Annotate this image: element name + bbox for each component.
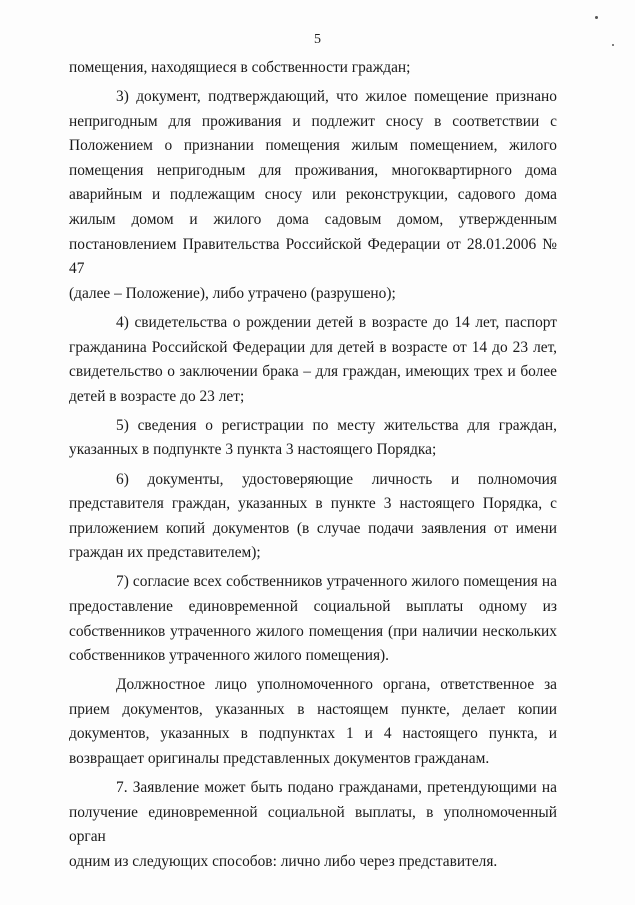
text-line: получение единовременной социальной выплаты, в уполномоченный орган bbox=[69, 803, 557, 846]
text-line: возвращает оригиналы представленных документов гражданам. bbox=[69, 750, 490, 768]
text-line: 4) свидетельства о рождении детей в возрасте до 14 лет, паспорт bbox=[116, 313, 557, 331]
scan-speck bbox=[612, 44, 614, 46]
text-line: непригодным для проживания и подлежит сносу в соответствии с bbox=[69, 112, 557, 130]
paragraph bbox=[69, 414, 557, 463]
paragraph bbox=[69, 673, 557, 771]
text-line: представителя граждан, указанных в пункте 3 настоящего Порядка, с bbox=[69, 495, 557, 513]
page-number: 5 bbox=[314, 32, 321, 47]
paragraph bbox=[69, 85, 557, 306]
text-line: одним из следующих способов: лично либо через представителя. bbox=[69, 852, 498, 870]
document-body bbox=[69, 56, 557, 879]
text-line: 6) документы, удостоверяющие личность и полномочия bbox=[116, 470, 557, 488]
text-line: собственников утраченного жилого помещения). bbox=[69, 647, 390, 665]
text-line: 3) документ, подтверждающий, что жилое помещение признано bbox=[116, 88, 557, 106]
text-line: 5) сведения о регистрации по месту жительства для граждан, bbox=[116, 416, 557, 434]
text-line: помещения непригодным для проживания, многоквартирного дома bbox=[69, 161, 557, 179]
text-line: прием документов, указанных в настоящем пункте, делает копии bbox=[69, 700, 557, 718]
text-line: свидетельство о заключении брака – для граждан, имеющих трех и более bbox=[69, 363, 557, 381]
text-line: граждан их представителем); bbox=[69, 544, 261, 562]
text-line: Должностное лицо уполномоченного органа, ответственное за bbox=[116, 676, 557, 694]
text-line: приложением копий документов (в случае подачи заявления от имени bbox=[69, 519, 557, 537]
text-line: помещения, находящиеся в собственности граждан; bbox=[69, 59, 411, 76]
text-line: собственников утраченного жилого помещения (при наличии нескольких bbox=[69, 622, 557, 640]
paragraph bbox=[69, 468, 557, 566]
text-line: 7) согласие всех собственников утраченного жилого помещения на bbox=[116, 573, 557, 591]
text-line: (далее – Положение), либо утрачено (разрушено); bbox=[69, 284, 396, 302]
paragraph bbox=[69, 56, 557, 81]
paragraph bbox=[69, 776, 557, 874]
text-line: Положением о признании помещения жилым помещением, жилого bbox=[69, 137, 557, 155]
text-line: указанных в подпункте 3 пункта 3 настоящего Порядка; bbox=[69, 441, 437, 459]
text-line: гражданина Российской Федерации для детей в возрасте от 14 до 23 лет, bbox=[69, 338, 557, 356]
text-line: документов, указанных в подпунктах 1 и 4 настоящего пункта, и bbox=[69, 725, 557, 743]
paragraph bbox=[69, 311, 557, 409]
text-line: детей в возрасте до 23 лет; bbox=[69, 387, 245, 405]
text-line: постановлением Правительства Российской Федерации от 28.01.2006 № 47 bbox=[69, 235, 557, 278]
text-line: жилым домом и жилого дома садовым домом, утвержденным bbox=[69, 211, 557, 229]
text-line: 7. Заявление может быть подано гражданами, претендующими на bbox=[116, 779, 557, 797]
text-line: предоставление единовременной социальной выплаты одному из bbox=[69, 597, 557, 615]
text-line: аварийным и подлежащим сносу или реконструкции, садового дома bbox=[69, 186, 557, 204]
scan-speck bbox=[595, 16, 598, 19]
paragraph bbox=[69, 570, 557, 668]
